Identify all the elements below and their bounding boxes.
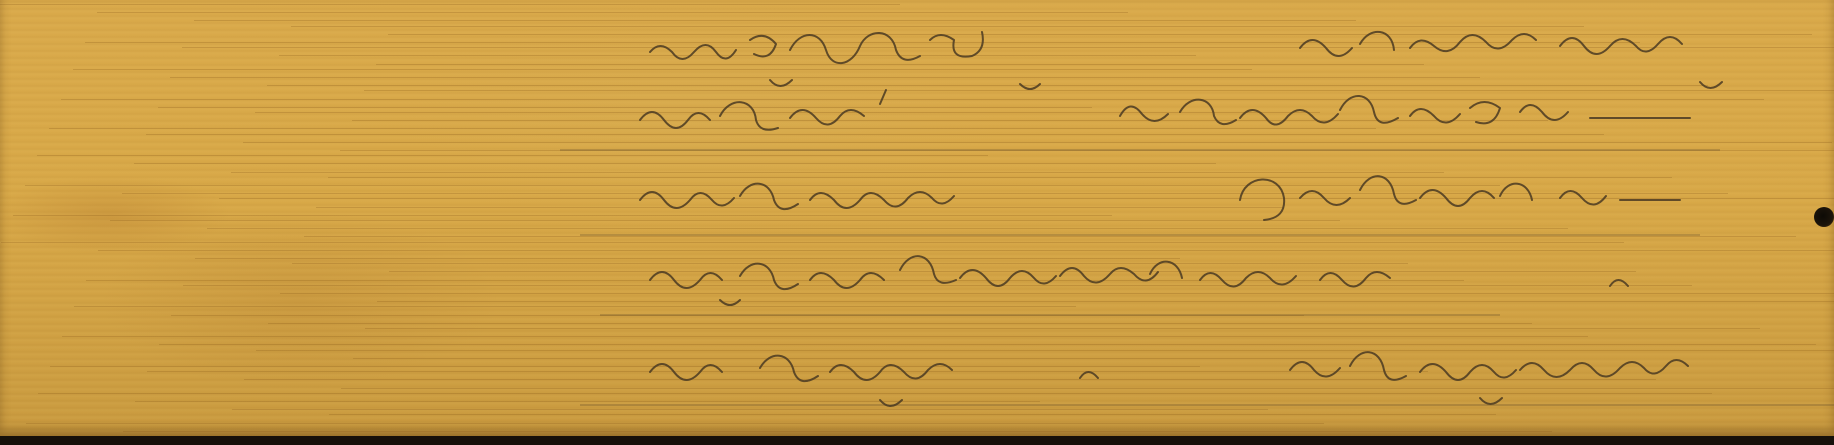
script-line-1: [650, 32, 1722, 89]
script-line-4: [650, 256, 1628, 305]
leaf-edge-shadow: [0, 436, 1834, 445]
script-line-3: [640, 176, 1680, 220]
script-line-5: [650, 352, 1688, 406]
binding-hole: [1814, 207, 1834, 227]
script-line-2: [640, 90, 1690, 130]
